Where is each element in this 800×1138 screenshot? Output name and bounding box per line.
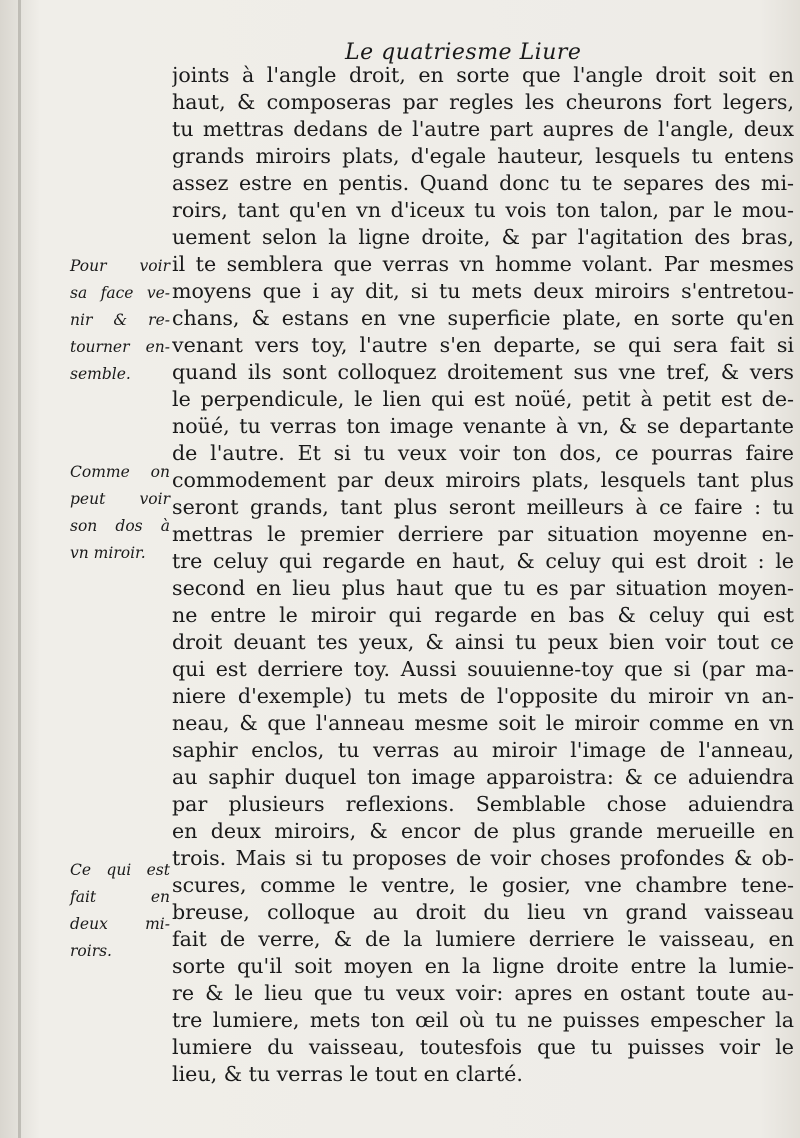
text-line: noüé, tu verras ton image venante à vn, & se departante <box>172 414 794 438</box>
text-line: assez estre en pentis. Quand donc tu te separes des mi- <box>172 171 794 195</box>
text-line: joints à l'angle droit, en sorte que l'angle droit soit en <box>172 63 794 87</box>
text-line: chans, & estans en vne superficie plate, en sorte qu'en <box>172 306 794 330</box>
margin-note-line: deux mi- <box>70 915 170 933</box>
text-line: scures, comme le ventre, le gosier, vne chambre tene- <box>172 873 794 897</box>
margin-note-face <box>70 253 170 388</box>
text-line: trois. Mais si tu proposes de voir choses profondes & ob- <box>172 846 794 870</box>
text-line: uement selon la ligne droite, & par l'agitation des bras, <box>172 225 794 249</box>
text-line: haut, & composeras par regles les cheurons fort legers, <box>172 90 794 114</box>
text-line: neau, & que l'anneau mesme soit le miroir comme en vn <box>172 711 794 735</box>
text-line: il te semblera que verras vn homme volant. Par mesmes <box>172 252 794 276</box>
text-line: moyens que i ay dit, si tu mets deux miroirs s'entretou- <box>172 279 794 303</box>
page-gutter <box>18 0 21 1138</box>
text-line: niere d'exemple) tu mets de l'opposite du miroir vn an- <box>172 684 794 708</box>
text-line: mettras le premier derriere par situation moyenne en- <box>172 522 794 546</box>
text-line: lumiere du vaisseau, toutesfois que tu puisses voir le <box>172 1035 794 1059</box>
text-line: grands miroirs plats, d'egale hauteur, lesquels tu entens <box>172 144 794 168</box>
text-line: quand ils sont colloquez droitement sus vne tref, & vers <box>172 360 794 384</box>
text-line: tre celuy qui regarde en haut, & celuy qui est droit : le <box>172 549 794 573</box>
text-line: seront grands, tant plus seront meilleurs à ce faire : tu <box>172 495 794 519</box>
text-line: sorte qu'il soit moyen en la ligne droite entre la lumie- <box>172 954 794 978</box>
text-line: tre lumiere, mets ton œil où tu ne puisses empescher la <box>172 1008 794 1032</box>
margin-note-line: fait en <box>70 888 170 906</box>
text-line: saphir enclos, tu verras au miroir l'image de l'anneau, <box>172 738 794 762</box>
text-line: au saphir duquel ton image apparoistra: & ce aduiendra <box>172 765 794 789</box>
text-line: second en lieu plus haut que tu es par situation moyen- <box>172 576 794 600</box>
text-line: de l'autre. Et si tu veux voir ton dos, ce pourras faire <box>172 441 794 465</box>
text-line: lieu, & tu verras le tout en clarté. <box>172 1062 523 1086</box>
margin-note-line: Comme on <box>70 463 170 481</box>
margin-note-line: vn miroir. <box>70 544 146 562</box>
margin-note-back <box>70 459 170 567</box>
text-line: fait de verre, & de la lumiere derriere le vaisseau, en <box>172 927 794 951</box>
text-line: breuse, colloque au droit du lieu vn grand vaisseau <box>172 900 794 924</box>
text-line: roirs, tant qu'en vn d'iceux tu vois ton talon, par le mou- <box>172 198 794 222</box>
margin-note-line: sa face ve- <box>70 284 170 302</box>
margin-note-line: son dos à <box>70 517 170 535</box>
margin-note-line: nir & re- <box>70 311 170 329</box>
margin-note-two-mirrors <box>70 857 170 965</box>
text-line: qui est derriere toy. Aussi souuienne-toy que si (par ma- <box>172 657 794 681</box>
margin-note-line: peut voir <box>70 490 170 508</box>
margin-note-line: tourner en- <box>70 338 170 356</box>
running-title: Le quatriesme Liure <box>345 40 582 65</box>
margin-note-line: semble. <box>70 365 131 383</box>
text-line: droit deuant tes yeux, & ainsi tu peux bien voir tout ce <box>172 630 794 654</box>
margin-note-line: Pour voir <box>70 257 170 275</box>
margin-note-line: Ce qui est <box>70 861 170 879</box>
text-line: commodement par deux miroirs plats, lesquels tant plus <box>172 468 794 492</box>
main-text-block <box>172 62 794 1088</box>
text-line: tu mettras dedans de l'autre part aupres de l'angle, deux <box>172 117 794 141</box>
text-line: venant vers toy, l'autre s'en departe, se qui sera fait si <box>172 333 794 357</box>
text-line: ne entre le miroir qui regarde en bas & celuy qui est <box>172 603 794 627</box>
text-line: le perpendicule, le lien qui est noüé, petit à petit est de- <box>172 387 794 411</box>
text-line: re & le lieu que tu veux voir: apres en ostant toute au- <box>172 981 794 1005</box>
margin-note-line: roirs. <box>70 942 112 960</box>
text-line: en deux miroirs, & encor de plus grande merueille en <box>172 819 794 843</box>
text-line: par plusieurs reflexions. Semblable chose aduiendra <box>172 792 794 816</box>
